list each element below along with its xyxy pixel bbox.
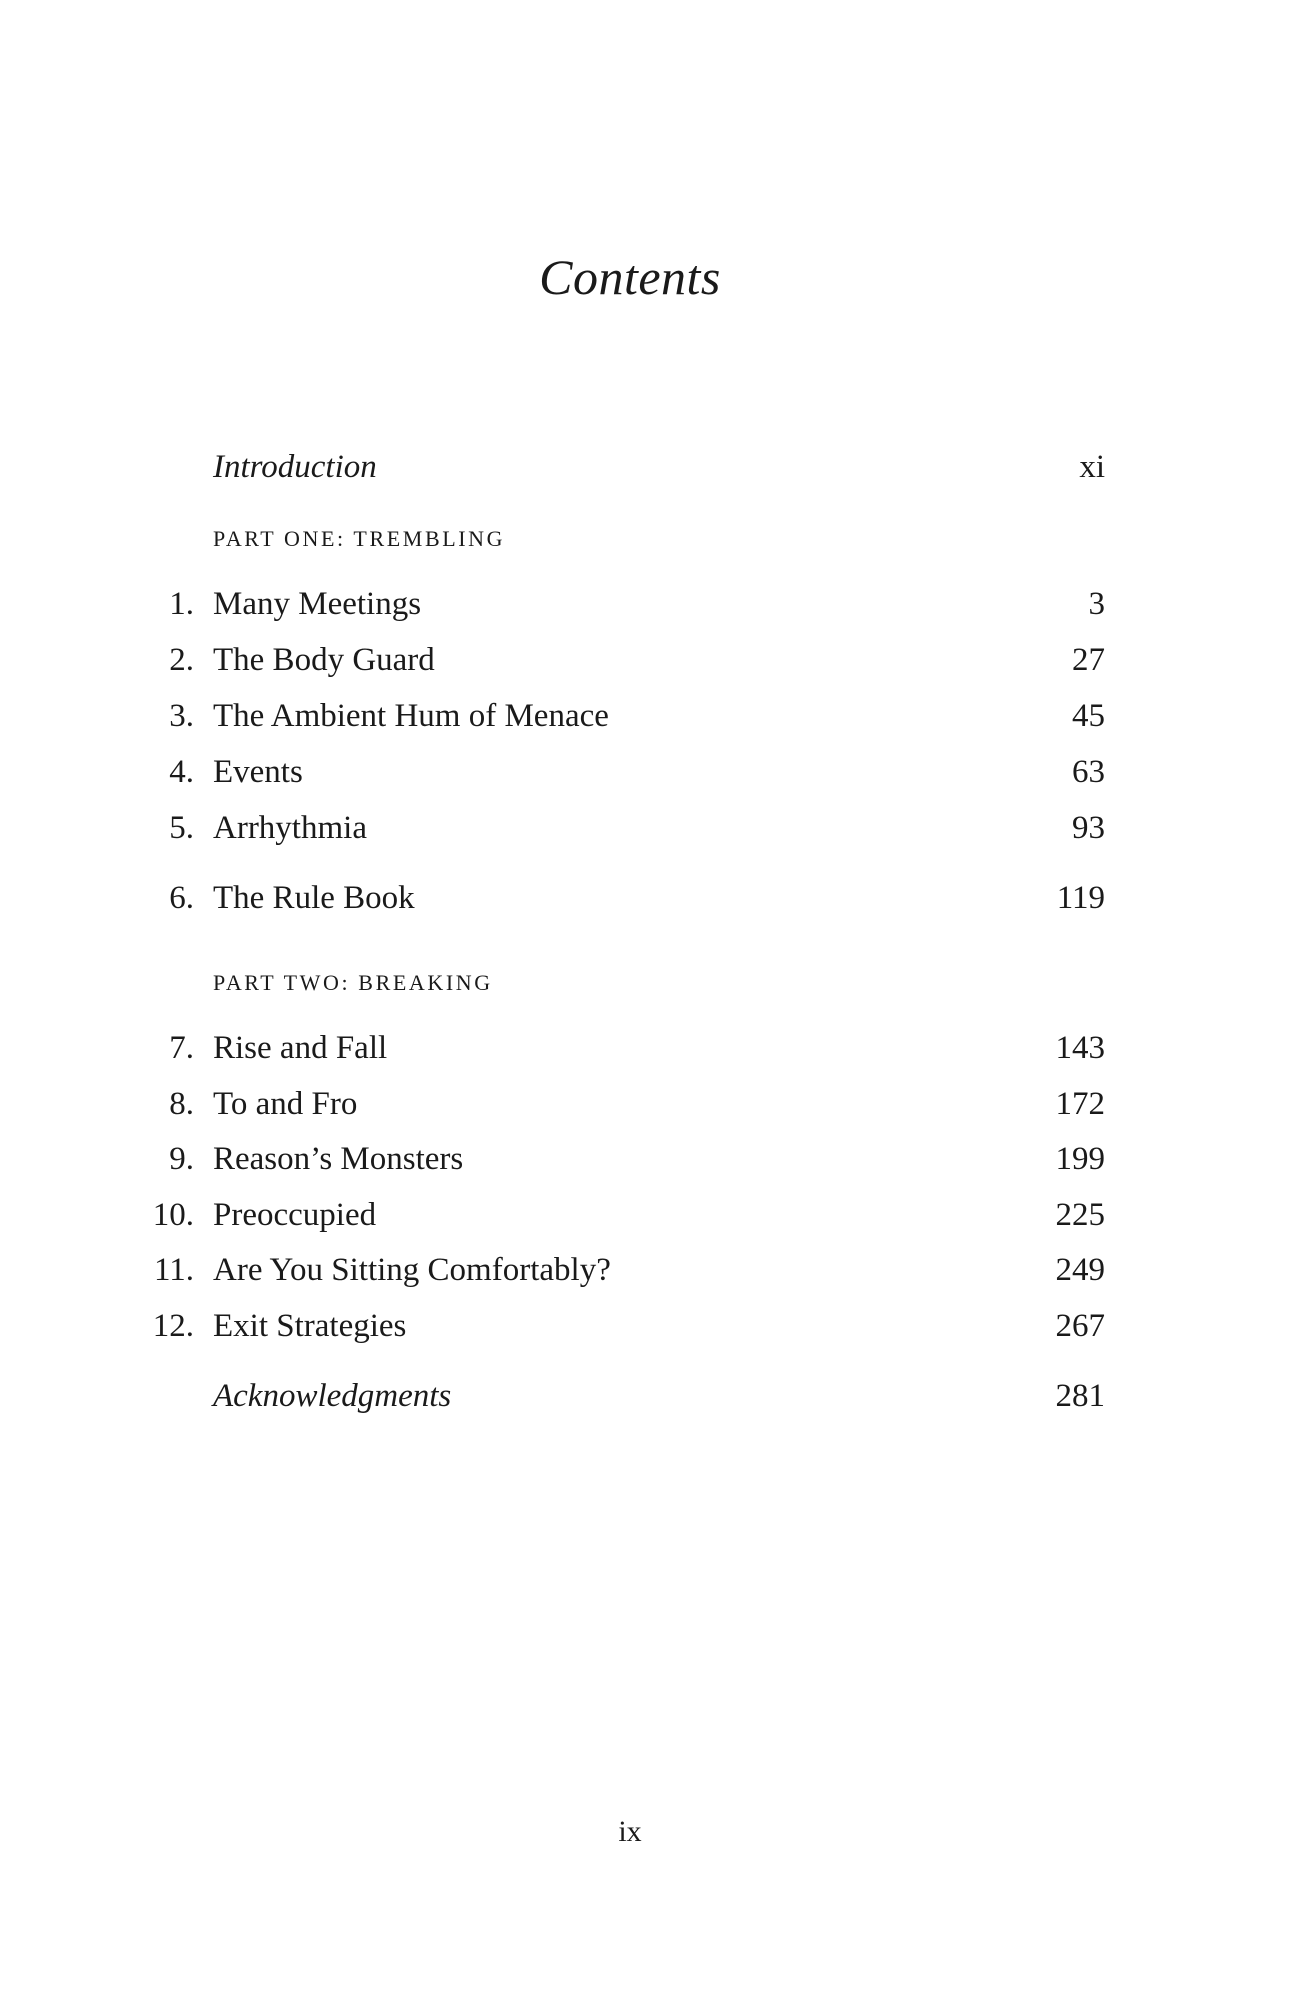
chapter-title: The Body Guard	[213, 642, 435, 678]
chapter-page: 93	[1072, 810, 1105, 846]
entry-title: Acknowledgments	[213, 1378, 452, 1414]
chapter-page: 45	[1072, 698, 1105, 734]
toc-entry-chapter-9[interactable]	[0, 1135, 1291, 1183]
chapter-number: 4.	[169, 754, 194, 790]
chapter-title: The Rule Book	[213, 880, 415, 916]
toc-entry-chapter-1[interactable]	[0, 580, 1291, 628]
chapter-title: Events	[213, 754, 303, 790]
chapter-title: Rise and Fall	[213, 1030, 388, 1066]
toc-entry-chapter-10[interactable]	[0, 1191, 1291, 1239]
chapter-page: 3	[1088, 586, 1105, 622]
chapter-page: 119	[1056, 880, 1105, 916]
page-title: Contents	[539, 249, 721, 305]
toc-entry-chapter-4[interactable]	[0, 748, 1291, 796]
chapter-number: 1.	[169, 586, 194, 622]
chapter-title: Reason’s Monsters	[213, 1141, 464, 1177]
toc-entry-chapter-6[interactable]	[0, 874, 1291, 922]
entry-page: xi	[1079, 449, 1105, 485]
toc-entry-chapter-12[interactable]	[0, 1302, 1291, 1350]
toc-entry-chapter-5[interactable]	[0, 804, 1291, 852]
chapter-number: 8.	[169, 1086, 194, 1122]
chapter-title: To and Fro	[213, 1086, 358, 1122]
toc-entry-acknowledgments[interactable]	[0, 1372, 1291, 1420]
chapter-number: 3.	[169, 698, 194, 734]
chapter-page: 225	[1055, 1197, 1105, 1233]
chapter-title: Are You Sitting Comfortably?	[213, 1252, 611, 1288]
toc-entry-chapter-7[interactable]	[0, 1024, 1291, 1072]
entry-title: Introduction	[213, 449, 377, 485]
chapter-page: 172	[1055, 1086, 1105, 1122]
chapter-number: 10.	[152, 1197, 194, 1233]
chapter-title: Exit Strategies	[213, 1308, 407, 1344]
chapter-page: 249	[1055, 1252, 1105, 1288]
toc-entry-chapter-8[interactable]	[0, 1080, 1291, 1128]
chapter-number: 7.	[169, 1030, 194, 1066]
chapter-number: 2.	[169, 642, 194, 678]
chapter-number: 9.	[169, 1141, 194, 1177]
chapter-number: 12.	[152, 1308, 194, 1344]
chapter-page: 143	[1055, 1030, 1105, 1066]
chapter-page: 63	[1072, 754, 1105, 790]
toc-entry-chapter-3[interactable]	[0, 692, 1291, 740]
chapter-page: 199	[1055, 1141, 1105, 1177]
toc-entry-chapter-11[interactable]	[0, 1246, 1291, 1294]
page-number: ix	[618, 1815, 642, 1848]
chapter-number: 6.	[169, 880, 194, 916]
chapter-page: 267	[1055, 1308, 1105, 1344]
part-two-heading: PART TWO: BREAKING	[213, 970, 493, 995]
chapter-number: 11.	[153, 1252, 194, 1288]
chapter-title: Many Meetings	[213, 586, 422, 622]
chapter-number: 5.	[169, 810, 194, 846]
chapter-title: Preoccupied	[213, 1197, 377, 1233]
chapter-title: The Ambient Hum of Menace	[213, 698, 609, 734]
part-one-heading: PART ONE: TREMBLING	[213, 526, 506, 551]
chapter-title: Arrhythmia	[213, 810, 367, 846]
entry-page: 281	[1055, 1378, 1105, 1414]
toc-entry-introduction[interactable]	[0, 443, 1291, 491]
toc-entry-chapter-2[interactable]	[0, 636, 1291, 684]
chapter-page: 27	[1072, 642, 1105, 678]
